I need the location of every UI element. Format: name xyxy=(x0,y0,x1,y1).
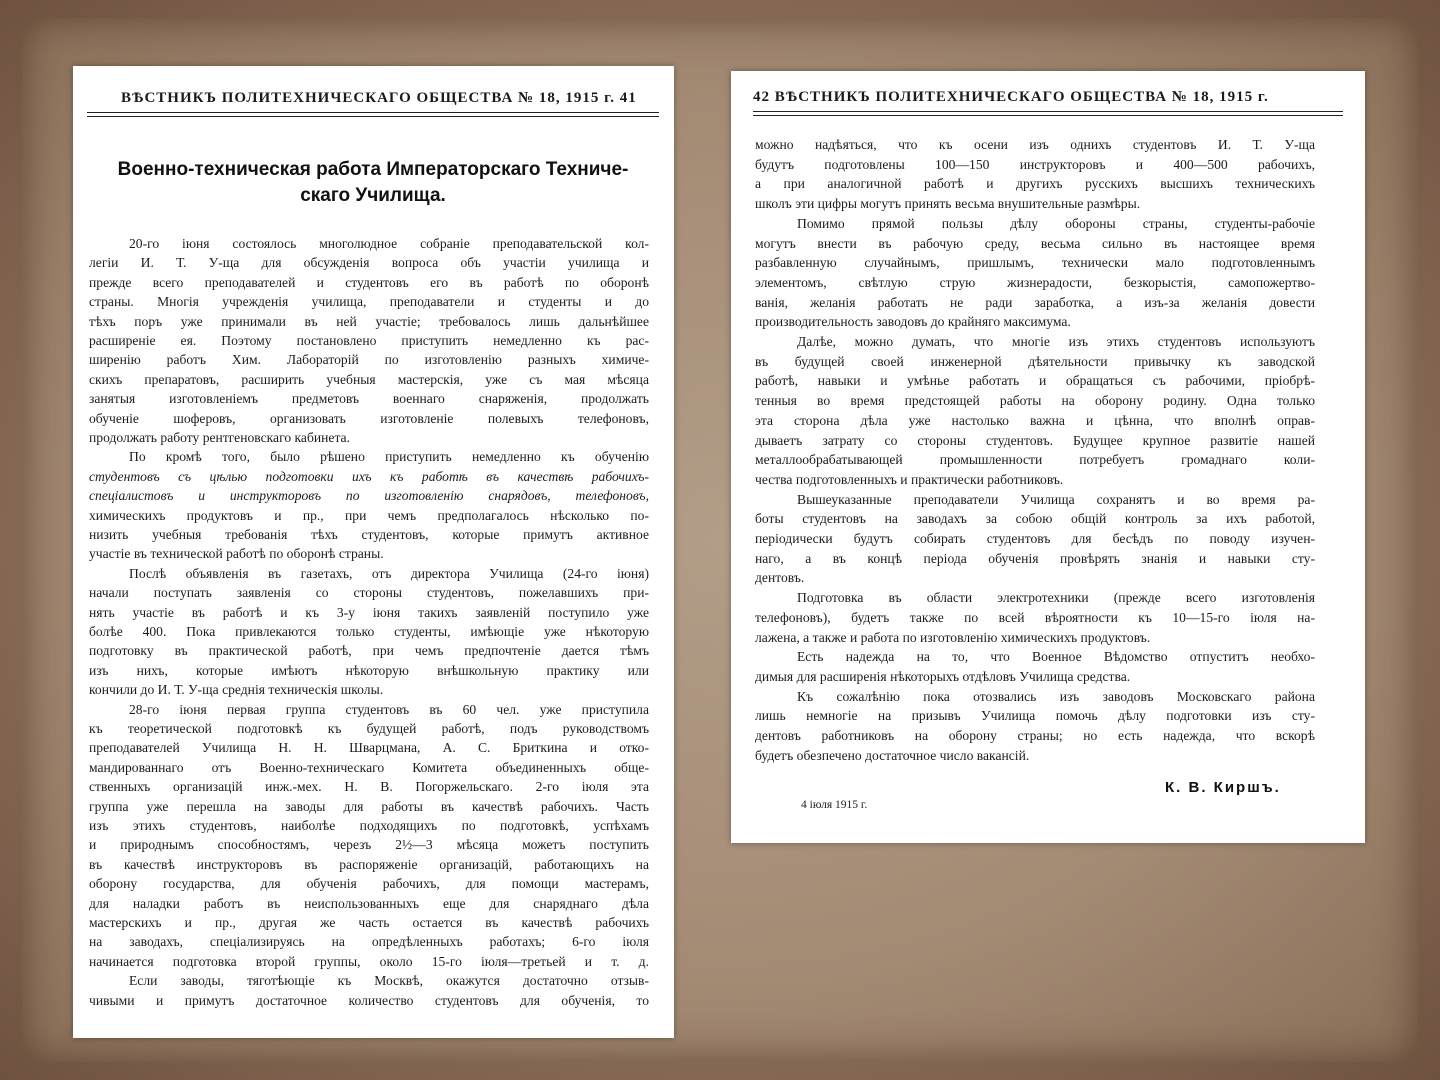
text-line: Далѣе, можно думать, что многіе изъ этихъ студентовъ используютъ xyxy=(797,334,1315,349)
text-line: производительность заводовъ до крайняго максимума. xyxy=(755,314,1071,330)
text-line: металлообрабатывающей промышленности потребуетъ громаднаго коли- xyxy=(755,452,1315,468)
text-line: можно надѣяться, что къ осени изъ однихъ студентовъ И. Т. У-ща xyxy=(755,137,1315,152)
text-line: подготовку въ практической работѣ, при чемъ предпочтеніе дается тѣмъ xyxy=(89,643,649,659)
text-line: химическихъ продуктовъ и пр., при чемъ предполагалось нѣсколько по- xyxy=(89,507,649,523)
text-line: тѣхъ поръ уже принимали въ ней участіе; требовалось лишь дальнѣйшее xyxy=(89,313,649,329)
text-line: страны. Многія учрежденія училища, преподаватели и студенты и до xyxy=(89,294,649,310)
text-line: а при аналогичной работѣ и другихъ русскихъ высшихъ техническихъ xyxy=(755,176,1315,192)
text-line: студентовъ съ цѣлью подготовки ихъ къ работѣ въ качествѣ рабочихъ- xyxy=(89,468,649,484)
text-line: Помимо прямой пользы дѣлу обороны страны, студенты-рабочіе xyxy=(797,215,1315,231)
left-page-scan xyxy=(73,66,674,1038)
text-line: и природнымъ способностямъ, черезъ 2½—3 мѣсяца можетъ поступить xyxy=(89,837,649,853)
text-line: скихъ препаратовъ, расширить учебныя мастерскія, уже съ мая мѣсяца xyxy=(89,371,649,387)
text-line: изъ нихъ, которые имѣютъ нѣкоторую внѣшкольную практику или xyxy=(89,662,649,678)
author-signature: К. В. Киршъ. xyxy=(1165,779,1281,796)
text-line: чества подготовленныхъ и практически работниковъ. xyxy=(755,471,1064,487)
text-line: лажена, а также и работа по изготовленію химическихъ продуктовъ. xyxy=(755,629,1151,645)
text-line: элементомъ, свѣтлую струю жизнерадости, безкорыстія, самопожертво- xyxy=(755,274,1315,290)
text-line: работѣ, навыки и умѣнье работать и обращаться съ рабочими, пріобрѣ- xyxy=(755,373,1315,389)
text-line: Вышеуказанные преподаватели Училища сохранятъ и во время ра- xyxy=(797,491,1315,507)
text-line: болѣе 400. Пока привлекаются только студенты, имѣющіе уже нѣкоторую xyxy=(89,624,649,639)
text-line: изъ этихъ студентовъ, наиболѣе подходящихъ по подготовкѣ, успѣхамъ xyxy=(89,818,649,833)
text-line: школъ эти цифры могутъ принять весьма внушительные размѣры. xyxy=(755,196,1141,212)
text-line: тенныя во время предстоящей работы на оборону родину. Одна только xyxy=(755,393,1315,409)
header-rule xyxy=(753,115,1343,116)
right-page-scan xyxy=(731,71,1365,843)
text-line: періодически будутъ собирать студентовъ для бесѣдъ по поводу изучен- xyxy=(755,531,1315,546)
text-line: къ теоретической подготовкѣ къ будущей работѣ, подъ руководствомъ xyxy=(89,721,649,736)
article-title-line1: Военно-техническая работа Императорскаго Техниче- xyxy=(117,159,629,180)
text-line: низить учебныя требованія тѣхъ студентовъ, которые примутъ активное xyxy=(89,527,649,542)
text-line: начали поступать заявленія со стороны студентовъ, пожелавшихъ при- xyxy=(89,585,649,601)
article-date: 4 іюля 1915 г. xyxy=(801,799,868,811)
text-line: Къ сожалѣнію пока отозвались изъ заводовъ Московскаго района xyxy=(797,688,1315,704)
text-line: группа уже перешла на заводы для работы въ качествѣ рабочихъ. Часть xyxy=(89,798,649,814)
text-line: прежде всего преподавателей и студентовъ его въ работѣ по оборонѣ xyxy=(89,274,649,290)
text-line: ширенію работъ Хим. Лабораторій по изготовленію разныхъ химиче- xyxy=(89,352,649,368)
text-line: въ качествѣ инструкторовъ въ распоряженіе организацій, работающихъ на xyxy=(89,856,649,872)
text-line: нять участіе въ работѣ и къ 3-у іюня такихъ заявленій поступило уже xyxy=(89,604,649,620)
text-line: мандированнаго отъ Военно-техническаго Комитета объединенныхъ обще- xyxy=(89,759,649,775)
header-rule xyxy=(87,116,659,117)
text-line: дентовъ работниковъ на оборону страны; но есть надежда, что вскорѣ xyxy=(755,728,1315,743)
text-line: расширеніе ея. Поэтому постановлено приступить немедленно къ рас- xyxy=(89,333,649,348)
text-line: телефоновъ), будетъ также по всей вѣроятности къ 10—15-го іюля на- xyxy=(755,609,1315,625)
text-line: мастерскихъ и пр., другая же часть остается въ качествѣ рабочихъ xyxy=(89,915,649,930)
text-line: преподавателей Училища Н. Н. Шварцмана, А. С. Бриткина и отко- xyxy=(89,740,649,756)
text-line: дентовъ. xyxy=(755,570,805,586)
text-line: чивыми и примутъ достаточное количество студентовъ для обученія, то xyxy=(89,992,649,1008)
text-line: спеціалистовъ и инструкторовъ по изготовленію снарядовъ, телефоновъ, xyxy=(89,488,649,504)
text-line: въ будущей своей инженерной дѣятельности привычку къ заводской xyxy=(755,353,1315,369)
text-line: Послѣ объявленія въ газетахъ, отъ директора Училища (24-го іюня) xyxy=(129,565,649,581)
header-rule xyxy=(87,112,659,113)
text-line: кончили до И. Т. У-ща среднія техническія школы. xyxy=(89,682,384,698)
header-rule xyxy=(753,111,1343,112)
text-line: наго, а въ концѣ періода обученія провѣрять знанія и навыки сту- xyxy=(755,550,1315,566)
text-line: начинается подготовка второй группы, около 15-го іюля—третьей и т. д. xyxy=(89,953,649,969)
text-line: Если заводы, тяготѣющіе къ Москвѣ, окажутся достаточно отзыв- xyxy=(129,973,649,989)
text-line: Подготовка въ области электротехники (прежде всего изготовленія xyxy=(797,590,1315,606)
text-line: По кромѣ того, было рѣшено приступить немедленно къ обученію xyxy=(129,449,649,465)
text-line: занятыя изготовленіемъ предметовъ военнаго снаряженія, продолжать xyxy=(89,391,649,407)
text-line: Есть надежда на то, что Военное Вѣдомство отпуститъ необхо- xyxy=(797,649,1315,665)
text-line: участіе въ технической работѣ по оборонѣ страны. xyxy=(89,546,384,562)
text-line: обученіе шоферовъ, организовать изготовленіе полевыхъ телефоновъ, xyxy=(89,410,649,426)
text-line: эта сторона дѣла уже настолько важна и цѣнна, что вполнѣ оправ- xyxy=(755,412,1315,428)
text-line: боты студентовъ на заводахъ за собою общій контроль за ихъ работой, xyxy=(755,511,1315,527)
text-line: на заводахъ, спеціализируясь на опредѣленныхъ работахъ; 6-го іюля xyxy=(89,934,649,950)
left-page-header: ВѢСТНИКЪ ПОЛИТЕХНИЧЕСКАГО ОБЩЕСТВА № 18, 1915 г. 41 xyxy=(121,90,637,106)
text-line: легіи И. Т. У-ща для обсужденія вопроса объ участіи училища и xyxy=(89,255,649,271)
text-line: будетъ обезпечено достаточное число вакансій. xyxy=(755,747,1030,763)
right-page-header: 42 ВѢСТНИКЪ ПОЛИТЕХНИЧЕСКАГО ОБЩЕСТВА № 18, 1915 г. xyxy=(753,89,1269,105)
text-line: ственныхъ организацій инж.-мех. Н. В. Погоржельскаго. 2-го іюля эта xyxy=(89,779,649,795)
text-line: продолжать работу рентгеновскаго кабинета. xyxy=(89,430,350,445)
text-line: оборону государства, для обученія рабочихъ, для помощи мастерамъ, xyxy=(89,876,649,892)
text-line: ванія, желанія работать не ради заработка, а изъ-за желанія довести xyxy=(755,294,1315,310)
text-line: могутъ внести въ рабочую среду, весьма сильно въ настоящее время xyxy=(755,235,1315,251)
text-line: 20-го іюня состоялось многолюдное собраніе преподавательской кол- xyxy=(129,236,649,251)
article-title-line2: скаго Училища. xyxy=(300,185,446,206)
text-line: разбавленную случайнымъ, пришлымъ, технически мало подготовленнымъ xyxy=(755,255,1315,271)
text-line: для наладки работъ въ неиспользованныхъ еще для снаряднаго дѣла xyxy=(89,895,649,911)
text-line: димыя для расширенія нѣкоторыхъ отдѣловъ Училища средства. xyxy=(755,668,1131,684)
text-line: 28-го іюня первая группа студентовъ въ 60 чел. уже приступила xyxy=(129,701,649,717)
text-line: будутъ подготовлены 100—150 инструкторовъ и 400—500 рабочихъ, xyxy=(755,156,1315,172)
text-line: лишь немногіе на призывъ Училища помочь дѣлу подготовки изъ сту- xyxy=(755,708,1315,724)
text-line: дываетъ затрату со стороны студентовъ. Будущее крупное развитіе нашей xyxy=(755,432,1315,448)
